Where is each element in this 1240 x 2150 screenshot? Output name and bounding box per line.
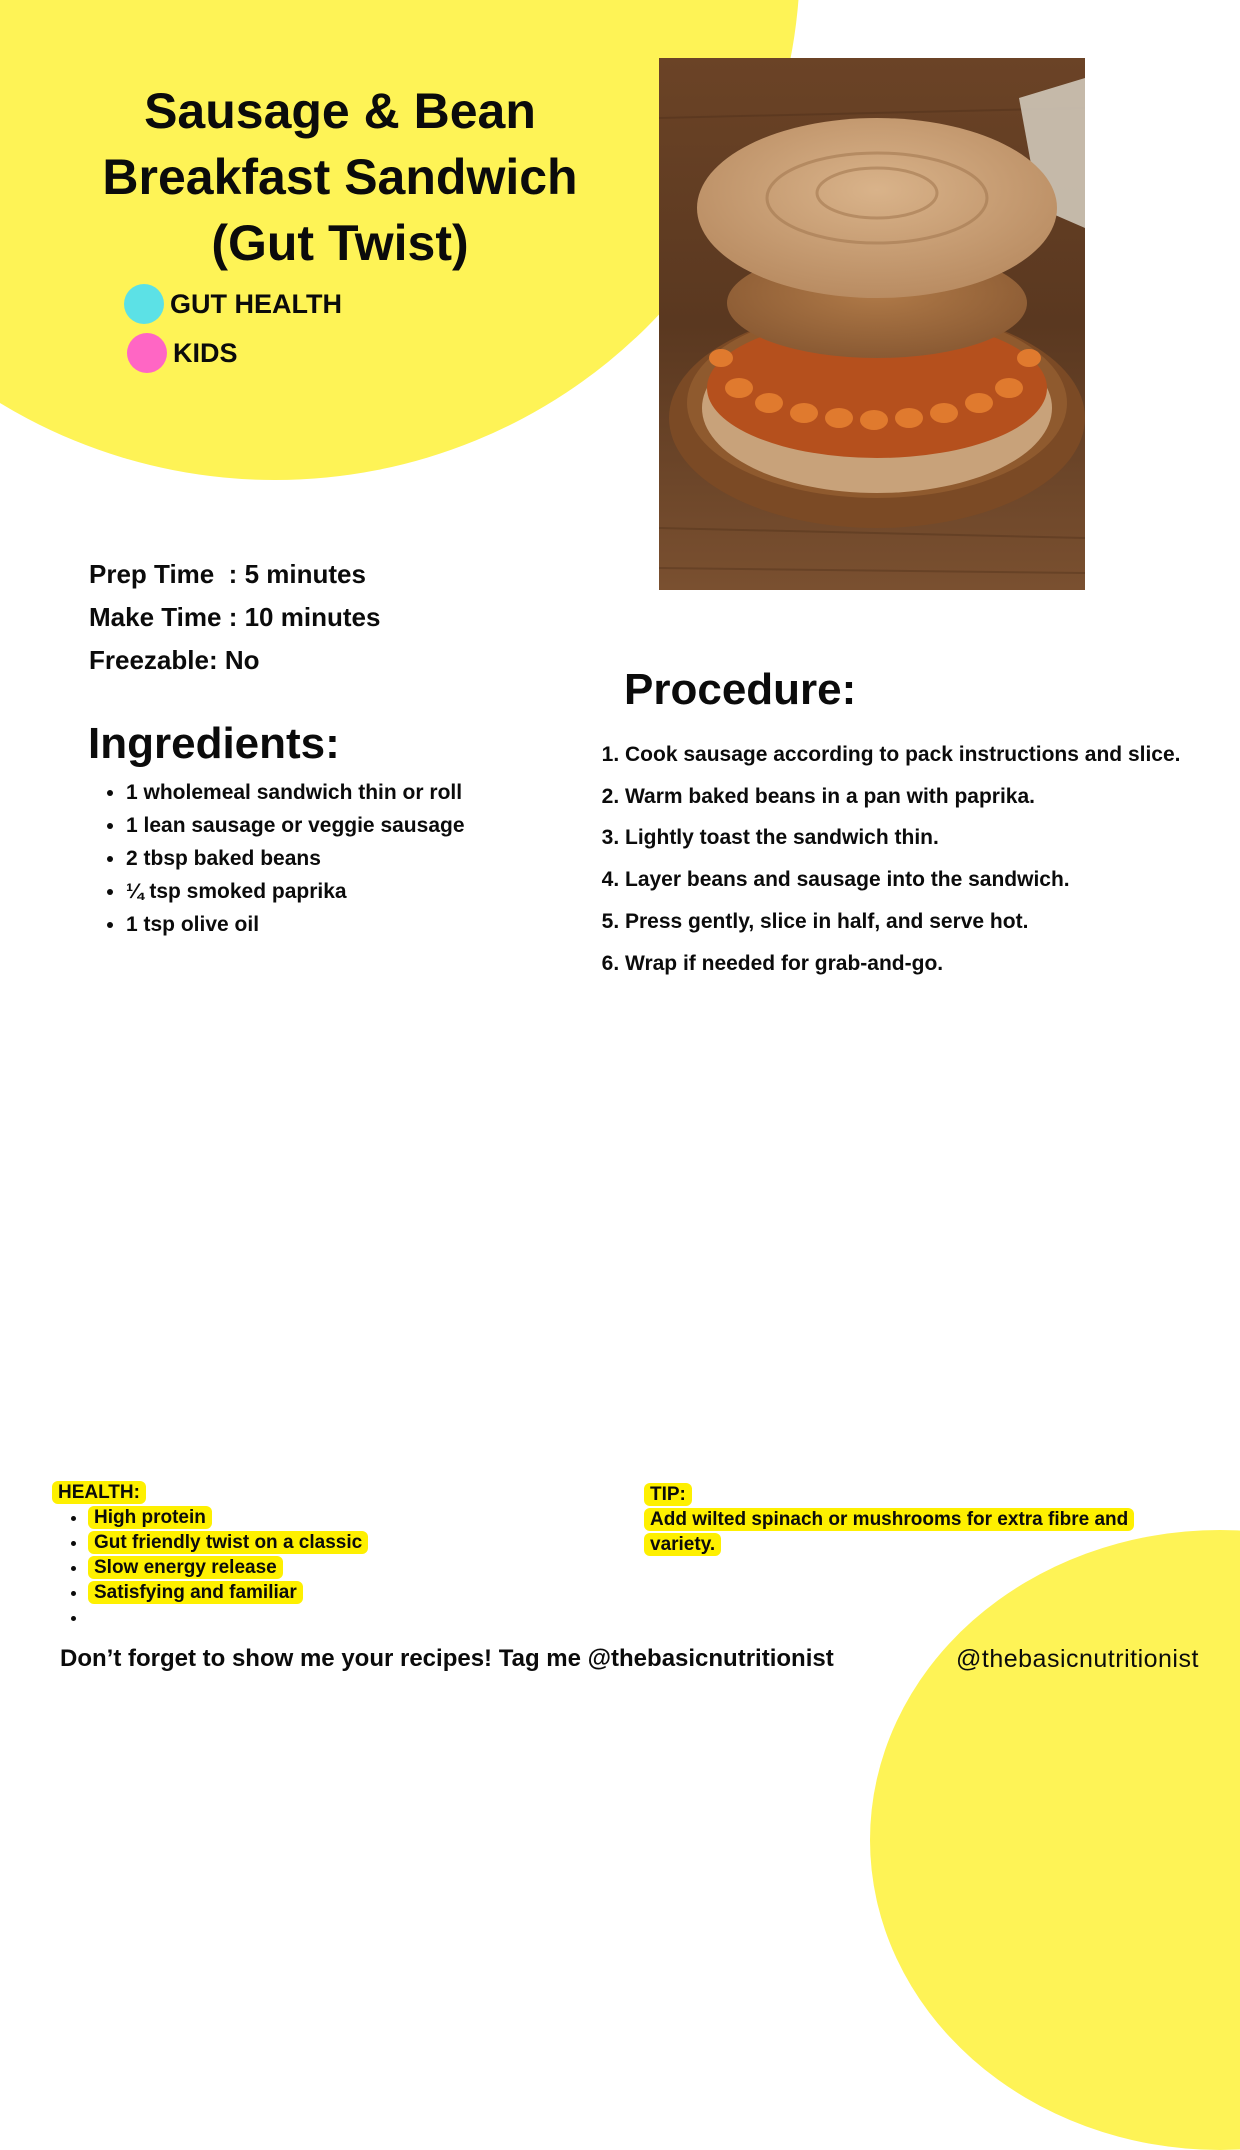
recipe-meta [89,553,380,682]
health-item: • Satisfying and familiar [88,1580,368,1605]
ingredient-item: • 1 wholemeal sandwich thin or roll [126,776,465,809]
brand-handle: @thebasicnutritionist [956,1645,1199,1673]
title-line-1: Sausage & Bean [144,83,536,139]
title-line-3: (Gut Twist) [211,215,469,271]
tag-gut-health [124,284,342,324]
health-item: • High protein [88,1505,368,1530]
title-line-2: Breakfast Sandwich [102,149,578,205]
pink-dot-icon [127,333,167,373]
procedure-title: Procedure: [624,665,857,714]
ingredients-list [88,776,465,941]
tip-label: TIP: [644,1483,692,1506]
procedure-list [600,734,1195,984]
tip-box [644,1482,1184,1557]
footer-cta: Don’t forget to show me your recipes! Tag me @thebasicnutritionist [60,1645,834,1672]
health-label: HEALTH: [52,1481,146,1504]
tag-label: KIDS [173,337,238,368]
procedure-step: 6. Wrap if needed for grab-and-go. [625,943,1195,985]
health-box [52,1480,368,1630]
procedure-step: 1. Cook sausage according to pack instructions and slice. [625,734,1195,776]
ingredient-item: • ¼ tsp smoked paprika [126,875,465,908]
procedure-step: 2. Warm baked beans in a pan with paprika. [625,776,1195,818]
sandwich-photo [659,58,1085,590]
recipe-title [60,78,620,276]
tip-text: Add wilted spinach or mushrooms for extra fibre and variety. [644,1508,1134,1556]
make-time: Make Time : 10 minutes [89,602,381,632]
ingredient-item: • 2 tbsp baked beans [126,842,465,875]
procedure-step: 3. Lightly toast the sandwich thin. [625,817,1195,859]
cyan-dot-icon [124,284,164,324]
prep-time: Prep Time : 5 minutes [89,559,366,589]
freezable: Freezable: No [89,645,260,675]
tag-kids [127,333,238,373]
health-item: • Gut friendly twist on a classic [88,1530,368,1555]
ingredients-title: Ingredients: [88,719,340,768]
procedure-step: 5. Press gently, slice in half, and serve hot. [625,901,1195,943]
health-item-empty [88,1605,368,1630]
tag-label: GUT HEALTH [170,288,342,319]
procedure-step: 4. Layer beans and sausage into the sandwich. [625,859,1195,901]
decorative-yellow-circle-bottom [870,1530,1240,2150]
ingredient-item: • 1 lean sausage or veggie sausage [126,809,465,842]
health-list [52,1505,368,1630]
ingredient-item: • 1 tsp olive oil [126,908,465,941]
health-item: • Slow energy release [88,1555,368,1580]
